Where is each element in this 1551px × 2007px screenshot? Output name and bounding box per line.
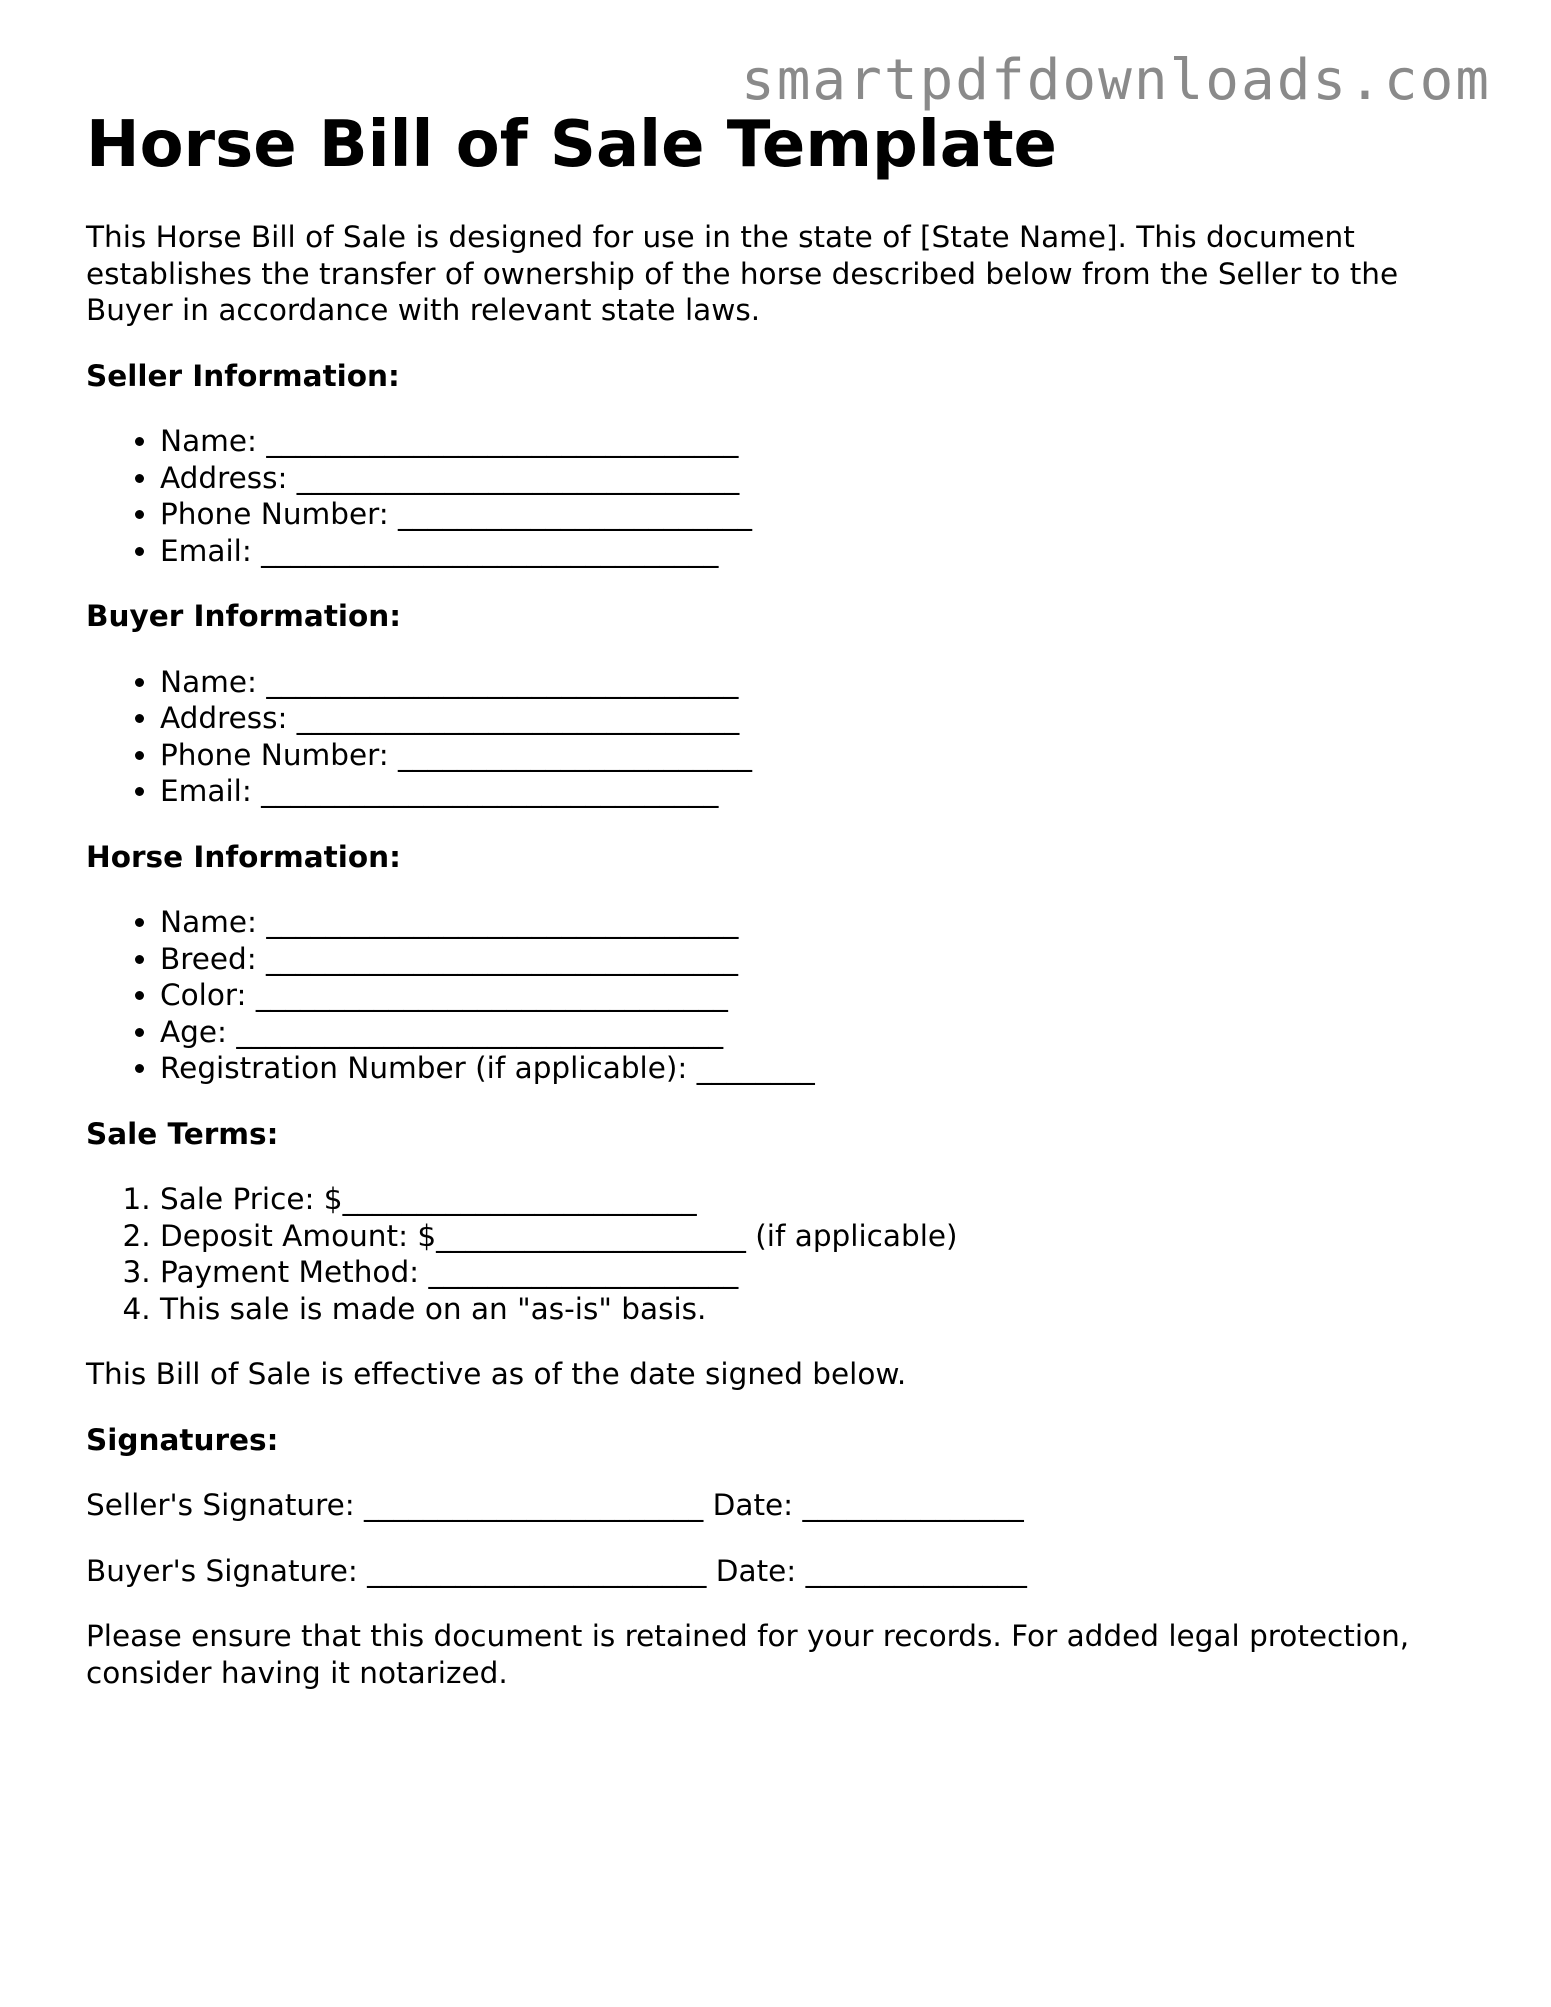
- horse-heading: Horse Information:: [86, 839, 401, 874]
- as-is-term: 4. This sale is made on an "as-is" basis.: [160, 1291, 1486, 1328]
- seller-signature-line: Seller's Signature: _______________________ Date: _______________: [86, 1488, 1024, 1522]
- horse-color-field: • Color: ________________________________: [160, 977, 1486, 1014]
- buyer-phone-field: • Phone Number: ________________________: [160, 737, 1486, 774]
- horse-list: [86, 904, 1486, 1087]
- document-body: [86, 219, 1486, 1720]
- terms-heading: Sale Terms:: [86, 1116, 279, 1151]
- terms-list: [86, 1181, 1486, 1327]
- effective-paragraph: This Bill of Sale is effective as of the date signed below.: [86, 1357, 907, 1391]
- horse-age-field: • Age: _________________________________: [160, 1014, 1486, 1051]
- seller-heading: Seller Information:: [86, 358, 400, 393]
- watermark: smartpdfdownloads.com: [740, 48, 1491, 113]
- horse-registration-field: • Registration Number (if applicable): ________: [160, 1050, 1486, 1087]
- sale-price-field: 1. Sale Price: $________________________: [160, 1181, 1486, 1218]
- deposit-amount-field: 2. Deposit Amount: $_____________________ (if applicable): [160, 1218, 1486, 1255]
- signatures-heading: Signatures:: [86, 1422, 279, 1457]
- buyer-name-field: • Name: ________________________________: [160, 664, 1486, 701]
- horse-name-field: • Name: ________________________________: [160, 904, 1486, 941]
- seller-list: [86, 423, 1486, 569]
- payment-method-field: 3. Payment Method: _____________________: [160, 1254, 1486, 1291]
- horse-breed-field: • Breed: ________________________________: [160, 941, 1486, 978]
- buyer-address-field: • Address: ______________________________: [160, 700, 1486, 737]
- intro-paragraph: This Horse Bill of Sale is designed for use in the state of [State Name]. This document establishes the transfer of ownership of the horse described below from the Seller to the Buyer in accordance with relevant state laws.: [86, 220, 1399, 327]
- document-title: Horse Bill of Sale Template: [86, 108, 1057, 182]
- closing-paragraph: Please ensure that this document is retained for your records. For added legal protection, consider having it notarized.: [86, 1619, 1410, 1690]
- seller-phone-field: • Phone Number: ________________________: [160, 496, 1486, 533]
- buyer-heading: Buyer Information:: [86, 599, 402, 633]
- seller-email-field: • Email: _______________________________: [160, 533, 1486, 570]
- buyer-signature-line: Buyer's Signature: _______________________ Date: _______________: [86, 1553, 1027, 1588]
- seller-address-field: • Address: ______________________________: [160, 460, 1486, 497]
- seller-name-field: • Name: ________________________________: [160, 423, 1486, 460]
- buyer-email-field: • Email: _______________________________: [160, 773, 1486, 810]
- buyer-list: [86, 664, 1486, 810]
